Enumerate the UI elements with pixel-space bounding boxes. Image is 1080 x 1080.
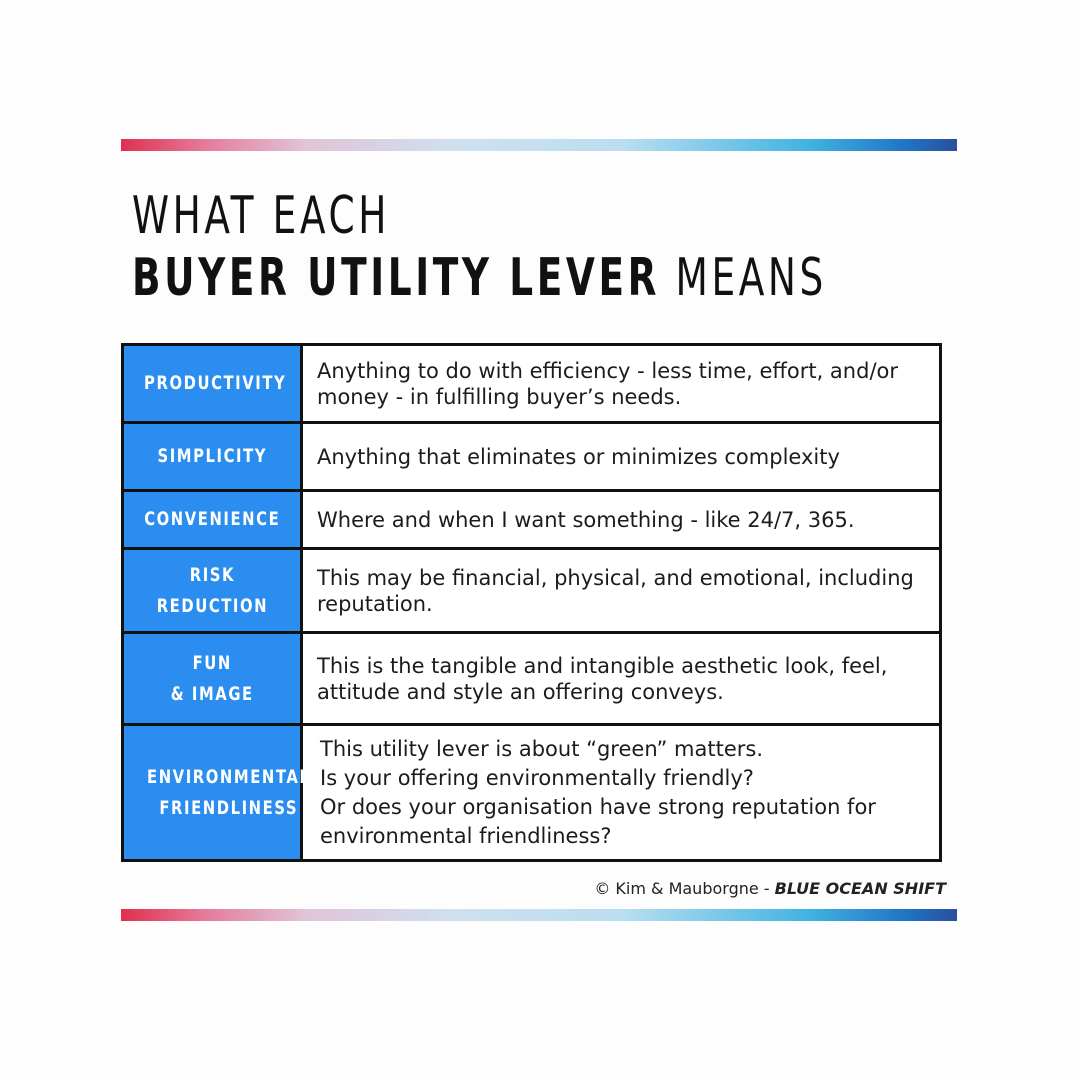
lever-name-cell <box>123 345 302 423</box>
lever-name: RISK REDUCTION <box>156 563 268 617</box>
lever-name-cell <box>123 725 311 861</box>
lever-name: PRODUCTIVITY <box>144 372 287 394</box>
top-gradient-divider <box>121 139 957 151</box>
lever-description: This utility lever is about “green” matters. Is your offering environmentally friendly? Or does your organisation have strong reputation for environmental friendliness? <box>302 725 941 861</box>
lever-name-cell <box>123 423 302 491</box>
bottom-gradient-divider <box>121 909 957 921</box>
lever-name-cell <box>123 549 302 633</box>
lever-name: FUN & IMAGE <box>170 651 254 705</box>
lever-name-cell <box>123 491 302 549</box>
lever-name-cell <box>123 633 302 725</box>
lever-name: SIMPLICITY <box>157 445 267 467</box>
lever-description: Where and when I want something - like 24/7, 365. <box>302 491 941 549</box>
table-row <box>123 491 941 549</box>
table-row <box>123 345 941 423</box>
table-row <box>123 549 941 633</box>
lever-table <box>121 343 942 862</box>
table-row <box>123 423 941 491</box>
page-title <box>132 186 1080 308</box>
lever-description: This may be financial, physical, and emotional, including reputation. <box>302 549 941 633</box>
lever-name: CONVENIENCE <box>143 508 281 530</box>
title-emphasis: BUYER UTILITY LEVER <box>132 248 661 308</box>
title-line-2 <box>132 248 827 308</box>
title-line-1: WHAT EACH <box>132 186 390 246</box>
title-suffix: MEANS <box>660 248 827 308</box>
lever-description: Anything to do with efficiency - less time, effort, and/or money - in fulfilling buyer’s needs. <box>302 345 941 423</box>
credit-authors: © Kim & Mauborgne - <box>594 879 775 898</box>
lever-name: ENVIRONMENTAL FRIENDLINESS <box>147 765 311 819</box>
table-row <box>123 633 941 725</box>
credit-book-title: BLUE OCEAN SHIFT <box>774 879 946 898</box>
table-row <box>123 725 941 861</box>
copyright-credit <box>594 879 946 898</box>
lever-description: This is the tangible and intangible aesthetic look, feel, attitude and style an offering conveys. <box>302 633 941 725</box>
lever-description: Anything that eliminates or minimizes complexity <box>302 423 941 491</box>
